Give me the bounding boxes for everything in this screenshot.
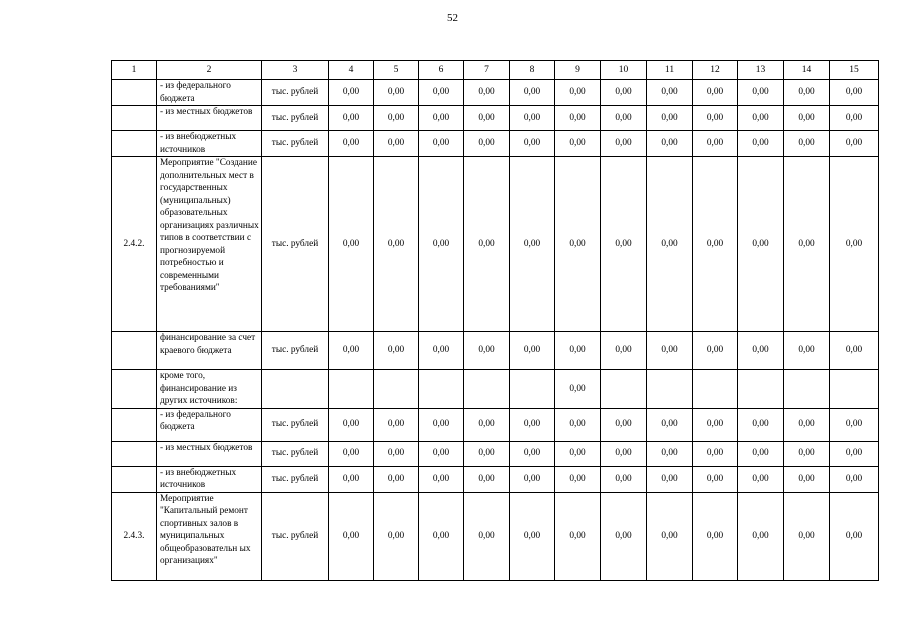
budget-table — [111, 60, 879, 581]
value-cell: 0,00 — [555, 157, 601, 332]
value-cell: 0,00 — [601, 441, 647, 466]
row-description: кроме того, финансирование из других источников: — [157, 370, 262, 409]
column-header-1: 1 — [112, 61, 157, 80]
table-row — [112, 466, 879, 492]
page-number: 52 — [447, 12, 458, 24]
value-cell — [374, 370, 419, 409]
row-code — [112, 80, 157, 106]
value-cell: 0,00 — [830, 441, 879, 466]
value-cell: 0,00 — [830, 157, 879, 332]
row-description: Мероприятие "Капитальный ремонт спортивных залов в муниципальных общеобразовательн ых организациях" — [157, 492, 262, 580]
value-cell: 0,00 — [601, 106, 647, 131]
value-cell: 0,00 — [830, 332, 879, 370]
row-code: 2.4.2. — [112, 157, 157, 332]
value-cell: 0,00 — [510, 131, 555, 157]
value-cell: 0,00 — [464, 80, 510, 106]
value-cell — [510, 370, 555, 409]
value-cell: 0,00 — [464, 441, 510, 466]
value-cell: 0,00 — [738, 466, 784, 492]
value-cell: 0,00 — [830, 131, 879, 157]
value-cell: 0,00 — [830, 492, 879, 580]
column-header-9: 9 — [555, 61, 601, 80]
value-cell: 0,00 — [830, 80, 879, 106]
column-header-6: 6 — [419, 61, 464, 80]
value-cell: 0,00 — [510, 466, 555, 492]
value-cell — [464, 370, 510, 409]
value-cell: 0,00 — [647, 106, 693, 131]
value-cell: 0,00 — [693, 80, 738, 106]
row-unit: тыс. рублей — [262, 408, 329, 441]
value-cell: 0,00 — [601, 80, 647, 106]
value-cell: 0,00 — [738, 492, 784, 580]
value-cell — [329, 370, 374, 409]
value-cell: 0,00 — [784, 106, 830, 131]
row-code — [112, 441, 157, 466]
table-row — [112, 157, 879, 332]
value-cell — [784, 370, 830, 409]
value-cell: 0,00 — [784, 466, 830, 492]
column-header-10: 10 — [601, 61, 647, 80]
row-unit: тыс. рублей — [262, 157, 329, 332]
table-row — [112, 492, 879, 580]
value-cell: 0,00 — [419, 157, 464, 332]
value-cell: 0,00 — [374, 441, 419, 466]
value-cell: 0,00 — [329, 408, 374, 441]
column-header-15: 15 — [830, 61, 879, 80]
value-cell: 0,00 — [555, 466, 601, 492]
column-header-5: 5 — [374, 61, 419, 80]
value-cell: 0,00 — [693, 466, 738, 492]
value-cell: 0,00 — [329, 80, 374, 106]
value-cell: 0,00 — [464, 106, 510, 131]
value-cell: 0,00 — [419, 332, 464, 370]
value-cell: 0,00 — [464, 408, 510, 441]
value-cell: 0,00 — [601, 131, 647, 157]
row-code — [112, 370, 157, 409]
value-cell: 0,00 — [555, 492, 601, 580]
column-header-13: 13 — [738, 61, 784, 80]
column-header-4: 4 — [329, 61, 374, 80]
table-row — [112, 408, 879, 441]
value-cell: 0,00 — [830, 466, 879, 492]
row-unit: тыс. рублей — [262, 131, 329, 157]
value-cell: 0,00 — [510, 80, 555, 106]
value-cell: 0,00 — [647, 408, 693, 441]
value-cell: 0,00 — [693, 441, 738, 466]
value-cell: 0,00 — [784, 408, 830, 441]
table-row — [112, 106, 879, 131]
value-cell: 0,00 — [464, 332, 510, 370]
header-row — [112, 61, 879, 80]
value-cell: 0,00 — [464, 466, 510, 492]
row-description: - из федерального бюджета — [157, 408, 262, 441]
value-cell: 0,00 — [601, 408, 647, 441]
table-row — [112, 131, 879, 157]
column-header-7: 7 — [464, 61, 510, 80]
value-cell — [419, 370, 464, 409]
value-cell: 0,00 — [647, 492, 693, 580]
row-unit: тыс. рублей — [262, 492, 329, 580]
value-cell: 0,00 — [464, 157, 510, 332]
value-cell: 0,00 — [693, 157, 738, 332]
value-cell: 0,00 — [784, 80, 830, 106]
value-cell: 0,00 — [329, 466, 374, 492]
value-cell: 0,00 — [329, 492, 374, 580]
table-row — [112, 332, 879, 370]
row-description: - из внебюджетных источников — [157, 466, 262, 492]
value-cell: 0,00 — [693, 106, 738, 131]
value-cell: 0,00 — [374, 332, 419, 370]
row-description: - из федерального бюджета — [157, 80, 262, 106]
value-cell: 0,00 — [374, 80, 419, 106]
value-cell: 0,00 — [784, 492, 830, 580]
value-cell: 0,00 — [510, 106, 555, 131]
value-cell: 0,00 — [510, 332, 555, 370]
value-cell: 0,00 — [738, 80, 784, 106]
value-cell: 0,00 — [738, 157, 784, 332]
value-cell: 0,00 — [738, 332, 784, 370]
value-cell: 0,00 — [601, 157, 647, 332]
table-row — [112, 80, 879, 106]
value-cell: 0,00 — [374, 131, 419, 157]
column-header-3: 3 — [262, 61, 329, 80]
value-cell: 0,00 — [693, 492, 738, 580]
row-description: финансирование за счет краевого бюджета — [157, 332, 262, 370]
row-description: - из внебюджетных источников — [157, 131, 262, 157]
value-cell: 0,00 — [647, 131, 693, 157]
value-cell: 0,00 — [784, 131, 830, 157]
value-cell: 0,00 — [329, 441, 374, 466]
value-cell: 0,00 — [419, 492, 464, 580]
value-cell: 0,00 — [555, 441, 601, 466]
row-unit: тыс. рублей — [262, 441, 329, 466]
value-cell: 0,00 — [647, 332, 693, 370]
value-cell: 0,00 — [419, 466, 464, 492]
column-header-11: 11 — [647, 61, 693, 80]
value-cell: 0,00 — [419, 441, 464, 466]
value-cell: 0,00 — [693, 332, 738, 370]
value-cell: 0,00 — [419, 80, 464, 106]
column-header-2: 2 — [157, 61, 262, 80]
value-cell: 0,00 — [647, 466, 693, 492]
value-cell: 0,00 — [464, 131, 510, 157]
value-cell: 0,00 — [555, 106, 601, 131]
column-header-12: 12 — [693, 61, 738, 80]
value-cell: 0,00 — [419, 408, 464, 441]
value-cell: 0,00 — [555, 332, 601, 370]
value-cell: 0,00 — [830, 106, 879, 131]
value-cell: 0,00 — [738, 441, 784, 466]
value-cell: 0,00 — [374, 157, 419, 332]
value-cell: 0,00 — [738, 131, 784, 157]
value-cell: 0,00 — [738, 408, 784, 441]
value-cell: 0,00 — [419, 106, 464, 131]
row-unit: тыс. рублей — [262, 80, 329, 106]
value-cell: 0,00 — [329, 157, 374, 332]
column-header-14: 14 — [784, 61, 830, 80]
column-header-8: 8 — [510, 61, 555, 80]
table-row — [112, 370, 879, 409]
row-unit: тыс. рублей — [262, 466, 329, 492]
row-code — [112, 106, 157, 131]
row-unit: тыс. рублей — [262, 332, 329, 370]
value-cell: 0,00 — [647, 157, 693, 332]
value-cell: 0,00 — [555, 370, 601, 409]
value-cell: 0,00 — [601, 492, 647, 580]
value-cell — [738, 370, 784, 409]
value-cell: 0,00 — [374, 408, 419, 441]
value-cell: 0,00 — [830, 408, 879, 441]
value-cell: 0,00 — [419, 131, 464, 157]
value-cell: 0,00 — [510, 157, 555, 332]
value-cell: 0,00 — [693, 131, 738, 157]
value-cell: 0,00 — [647, 80, 693, 106]
value-cell — [830, 370, 879, 409]
value-cell — [647, 370, 693, 409]
value-cell: 0,00 — [374, 466, 419, 492]
row-description: - из местных бюджетов — [157, 106, 262, 131]
value-cell: 0,00 — [647, 441, 693, 466]
value-cell: 0,00 — [374, 106, 419, 131]
row-description: - из местных бюджетов — [157, 441, 262, 466]
value-cell: 0,00 — [510, 441, 555, 466]
row-description: Мероприятие "Создание дополнительных мест в государственных (муниципальных) образовательных организациях различных типов в соответствии с прогнозируемой потребностью и современными требованиями" — [157, 157, 262, 332]
value-cell: 0,00 — [738, 106, 784, 131]
value-cell — [693, 370, 738, 409]
value-cell: 0,00 — [464, 492, 510, 580]
value-cell: 0,00 — [555, 408, 601, 441]
value-cell: 0,00 — [601, 332, 647, 370]
value-cell: 0,00 — [329, 131, 374, 157]
value-cell: 0,00 — [555, 131, 601, 157]
row-unit: тыс. рублей — [262, 106, 329, 131]
table-row — [112, 441, 879, 466]
value-cell: 0,00 — [329, 332, 374, 370]
value-cell: 0,00 — [601, 466, 647, 492]
value-cell — [601, 370, 647, 409]
row-code — [112, 466, 157, 492]
value-cell: 0,00 — [555, 80, 601, 106]
row-code: 2.4.3. — [112, 492, 157, 580]
row-code — [112, 131, 157, 157]
row-code — [112, 332, 157, 370]
value-cell: 0,00 — [784, 332, 830, 370]
value-cell: 0,00 — [784, 157, 830, 332]
value-cell: 0,00 — [329, 106, 374, 131]
value-cell: 0,00 — [784, 441, 830, 466]
value-cell: 0,00 — [510, 408, 555, 441]
value-cell: 0,00 — [693, 408, 738, 441]
row-code — [112, 408, 157, 441]
row-unit — [262, 370, 329, 409]
value-cell: 0,00 — [510, 492, 555, 580]
value-cell: 0,00 — [374, 492, 419, 580]
